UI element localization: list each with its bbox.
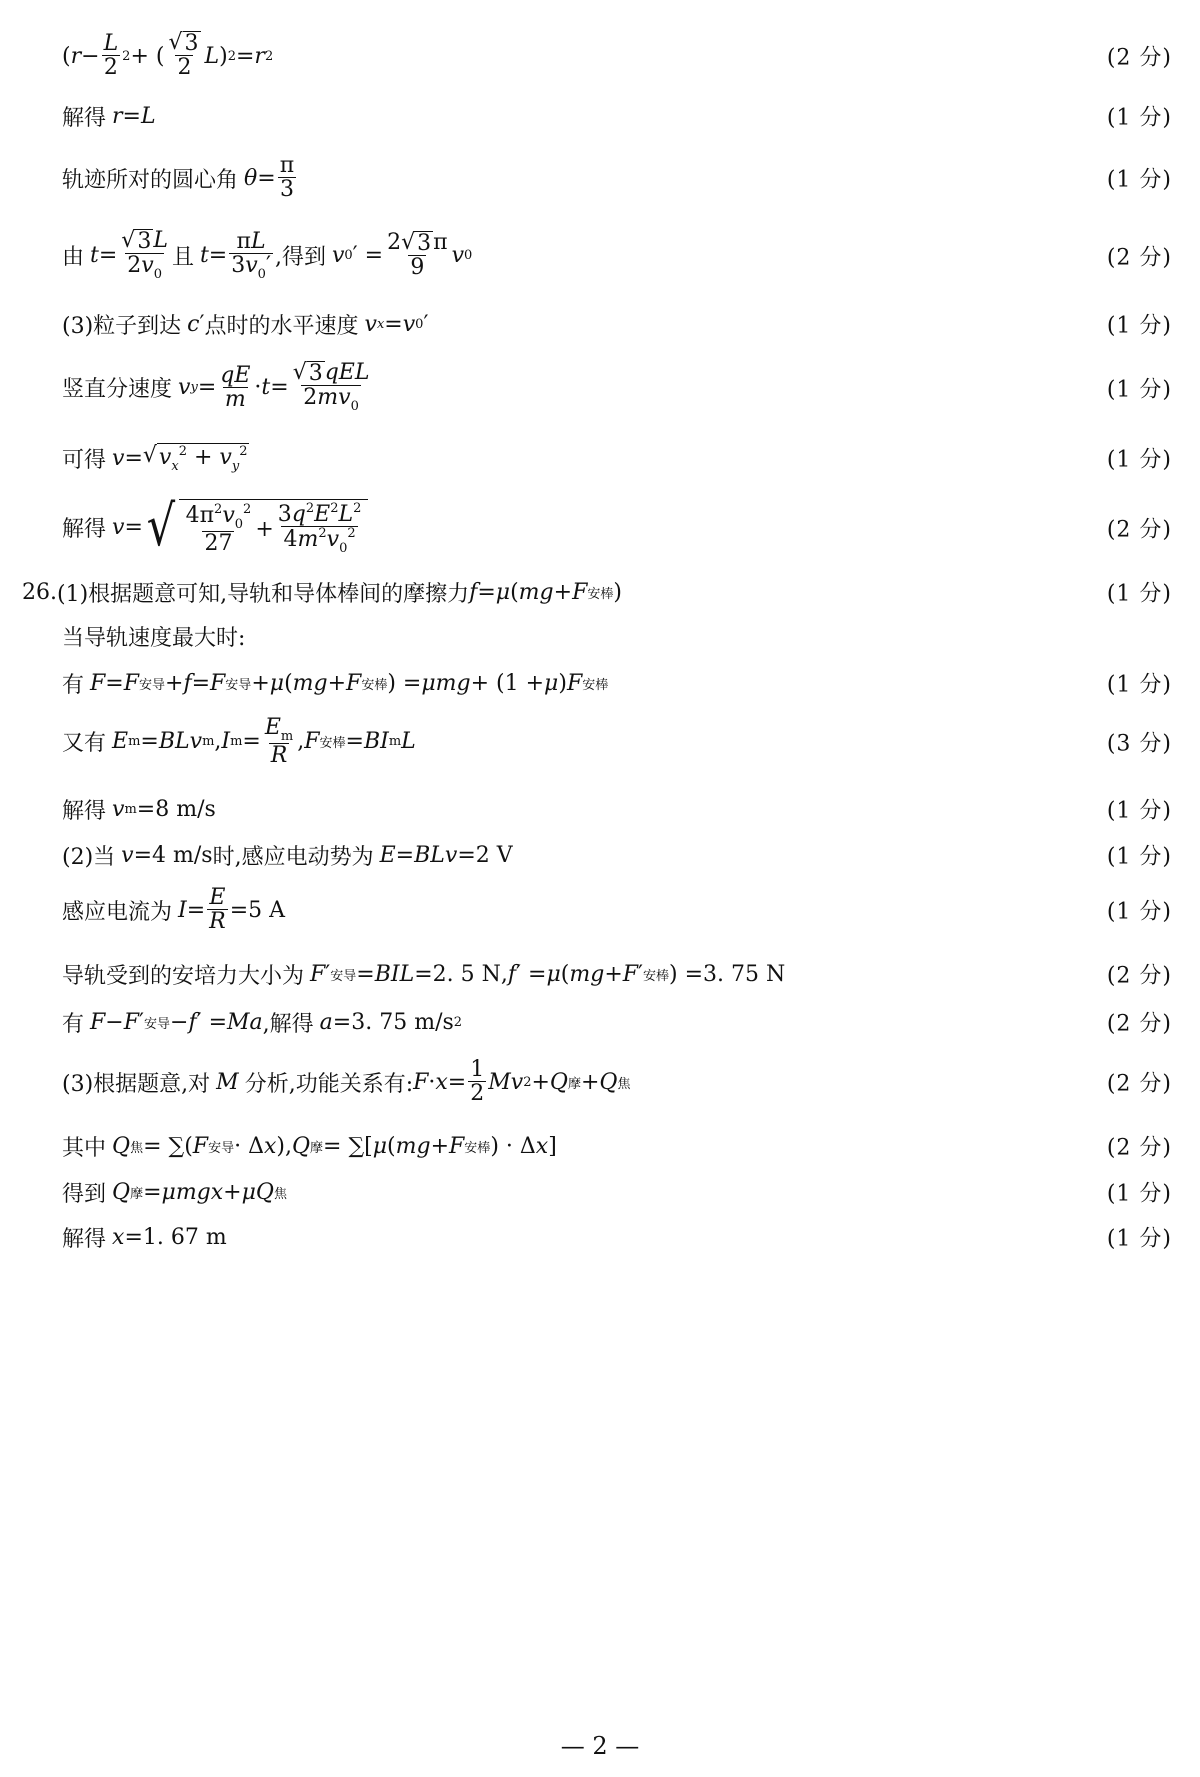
score-label: (1 分) — [1106, 844, 1172, 870]
sub-anbang: 安棒 — [587, 586, 614, 602]
text-by: 由 — [62, 245, 85, 271]
equation-line-sum: 其中 Q 焦 = ∑( F 安导 · Δ x ), Q 摩 = ∑[ μ ( mg + F 安棒 ) · Δ x ] (2 分) — [62, 1126, 1172, 1166]
text-and: 且 — [171, 245, 194, 271]
text-get: ,得到 — [274, 245, 326, 271]
text-solve: 解得 — [62, 105, 107, 131]
score-label: (1 分) — [1106, 105, 1172, 131]
score-label: (2 分) — [1106, 1071, 1172, 1097]
text-have: 有 — [62, 672, 85, 698]
equation-line-force-balance: 有 F = F 安导 + f = F 安导 + μ ( mg + F 安棒 ) = μmg + (1 + μ ) F 安棒 (1 分) — [62, 664, 1172, 702]
score-label: (2 分) — [1106, 963, 1172, 989]
equation-line-qmo: 得到 Q 摩 = μmgx + μQ 焦 (1 分) — [62, 1172, 1172, 1212]
score-label: (2 分) — [1106, 45, 1172, 71]
text-p3b-mid: 分析,功能关系有: — [244, 1071, 414, 1097]
equation-line-energy: (3)根据题意,对 M 分析,功能关系有: F · x = $\frac{1}{2}$ Mv 2 + Q 摩 + Q 焦 (2 分) — [62, 1056, 1172, 1106]
question-number: 26. — [22, 579, 57, 605]
text-solve: 解得 — [62, 517, 107, 543]
text-p3b-intro: (3)根据题意,对 — [62, 1071, 211, 1097]
score-label: (1 分) — [1106, 1181, 1172, 1207]
score-label: (2 分) — [1106, 1011, 1172, 1037]
score-label: (1 分) — [1106, 377, 1172, 403]
text-have: 有 — [62, 1011, 85, 1037]
text-p3-intro: (3)粒子到达 — [62, 313, 182, 339]
equation-line-geometry: ( r − $\frac{L}{2}$ 2 + ( √ 3 2 L ) 2 = r 2 (2 分) — [62, 30, 1172, 81]
text-among: 其中 — [62, 1135, 107, 1161]
score-label: (2 分) — [1106, 245, 1172, 271]
text-ampere-force: 导轨受到的安培力大小为 — [62, 963, 305, 989]
text-obtained: 得到 — [62, 1181, 107, 1207]
vm-value: 8 m/s — [155, 796, 216, 822]
text-angle: 轨迹所对的圆心角 — [62, 167, 239, 193]
equation-line-x: 解得 x = 1. 67 m (1 分) — [62, 1218, 1172, 1256]
text-p2-intro: (2)当 — [62, 844, 116, 870]
equation-line-current: 感应电流为 I = $\frac{E}{R}$ = 5 A (1 分) — [62, 884, 1172, 934]
equation-line-vy: 竖直分速度 v y = $\frac{qE}{m}$ · t = √ 3 qEL $2mv_0$ (1 分) — [62, 360, 1172, 415]
text-also: 又有 — [62, 731, 107, 757]
text-solve: 解得 — [62, 1226, 107, 1252]
text-p2-mid: 时,感应电动势为 — [212, 844, 374, 870]
equation-line-emf: (2)当 v = 4 m/s 时,感应电动势为 E = BLv = 2 V (1 分) — [62, 836, 1172, 874]
text-p3-point: 点时的水平速度 — [204, 313, 359, 339]
score-label: (1 分) — [1106, 167, 1172, 193]
score-label: (1 分) — [1106, 672, 1172, 698]
text-solve: 解得 — [62, 798, 107, 824]
score-label: (1 分) — [1106, 581, 1172, 607]
score-label: (1 分) — [1106, 798, 1172, 824]
equation-line-vx: (3)粒子到达 c ′ 点时的水平速度 v x = v 0 ′ (1 分) — [62, 306, 1172, 342]
score-label: (3 分) — [1106, 731, 1172, 757]
text-line-when-max — [62, 618, 1172, 654]
equation-line-v-result: 解得 v = √ $4\pi^2v_0^2$ 27 + $\frac{3q^2E^2L^2}{4m^2v_0^2}$ (2 分) — [62, 494, 1172, 560]
score-label: (2 分) — [1106, 517, 1172, 543]
equation-line-velocity: 由 t = √ 3 L $2v_0$ 且 t = $\frac{\pi L}{3v_0'}$ ,得到 v 0 ′ = 2 √ 3 π 9 v 0 (2 分) — [62, 228, 1172, 283]
text-when-max: 当导轨速度最大时: — [62, 625, 246, 651]
x-value: 1. 67 m — [142, 1224, 227, 1250]
equation-line-ampere-force: 导轨受到的安培力大小为 F ′ 安导 = BIL = 2. 5 N , f ′ = μ ( mg + F ′ 安棒 ) = 3. 75 N (2 分) — [62, 954, 1172, 994]
text-current: 感应电流为 — [62, 899, 173, 925]
score-label: (1 分) — [1106, 447, 1172, 473]
equation-line-vm: 解得 v m = 8 m/s (1 分) — [62, 790, 1172, 828]
equation-line-v: 可得 v = √ $v_x^2 + v_y^2$ (1 分) — [62, 442, 1172, 474]
text-obtain: 可得 — [62, 447, 107, 473]
equation-line-angle: 轨迹所对的圆心角 θ = $\frac{\pi}{3}$ (1 分) — [62, 152, 1172, 202]
text-vertical: 竖直分速度 — [62, 377, 173, 403]
score-label: (2 分) — [1106, 1135, 1172, 1161]
text-solve-a: ,解得 — [262, 1011, 314, 1037]
equation-line-emf-current: 又有 E m = BLv m , I m = $\frac{E_m}{R}$ , F 安棒 = BI m L (3 分) — [62, 714, 1172, 769]
equation-line-r: 解得 r = L (1 分) — [62, 98, 1172, 134]
equation-line-q26-friction: 26. (1)根据题意可知,导轨和导体棒间的摩擦力 f = μ ( mg + F 安棒 ) (1 分) — [22, 574, 1172, 610]
equation-line-acceleration: 有 F − F ′ 安导 − f ′ = Ma ,解得 a = 3. 75 m/s 2 (2 分) — [62, 1002, 1172, 1042]
score-label: (1 分) — [1106, 313, 1172, 339]
page-number: — 2 — — [560, 1732, 640, 1760]
score-label: (1 分) — [1106, 1226, 1172, 1252]
score-label: (1 分) — [1106, 899, 1172, 925]
text-q26-intro: (1)根据题意可知,导轨和导体棒间的摩擦力 — [57, 581, 470, 607]
